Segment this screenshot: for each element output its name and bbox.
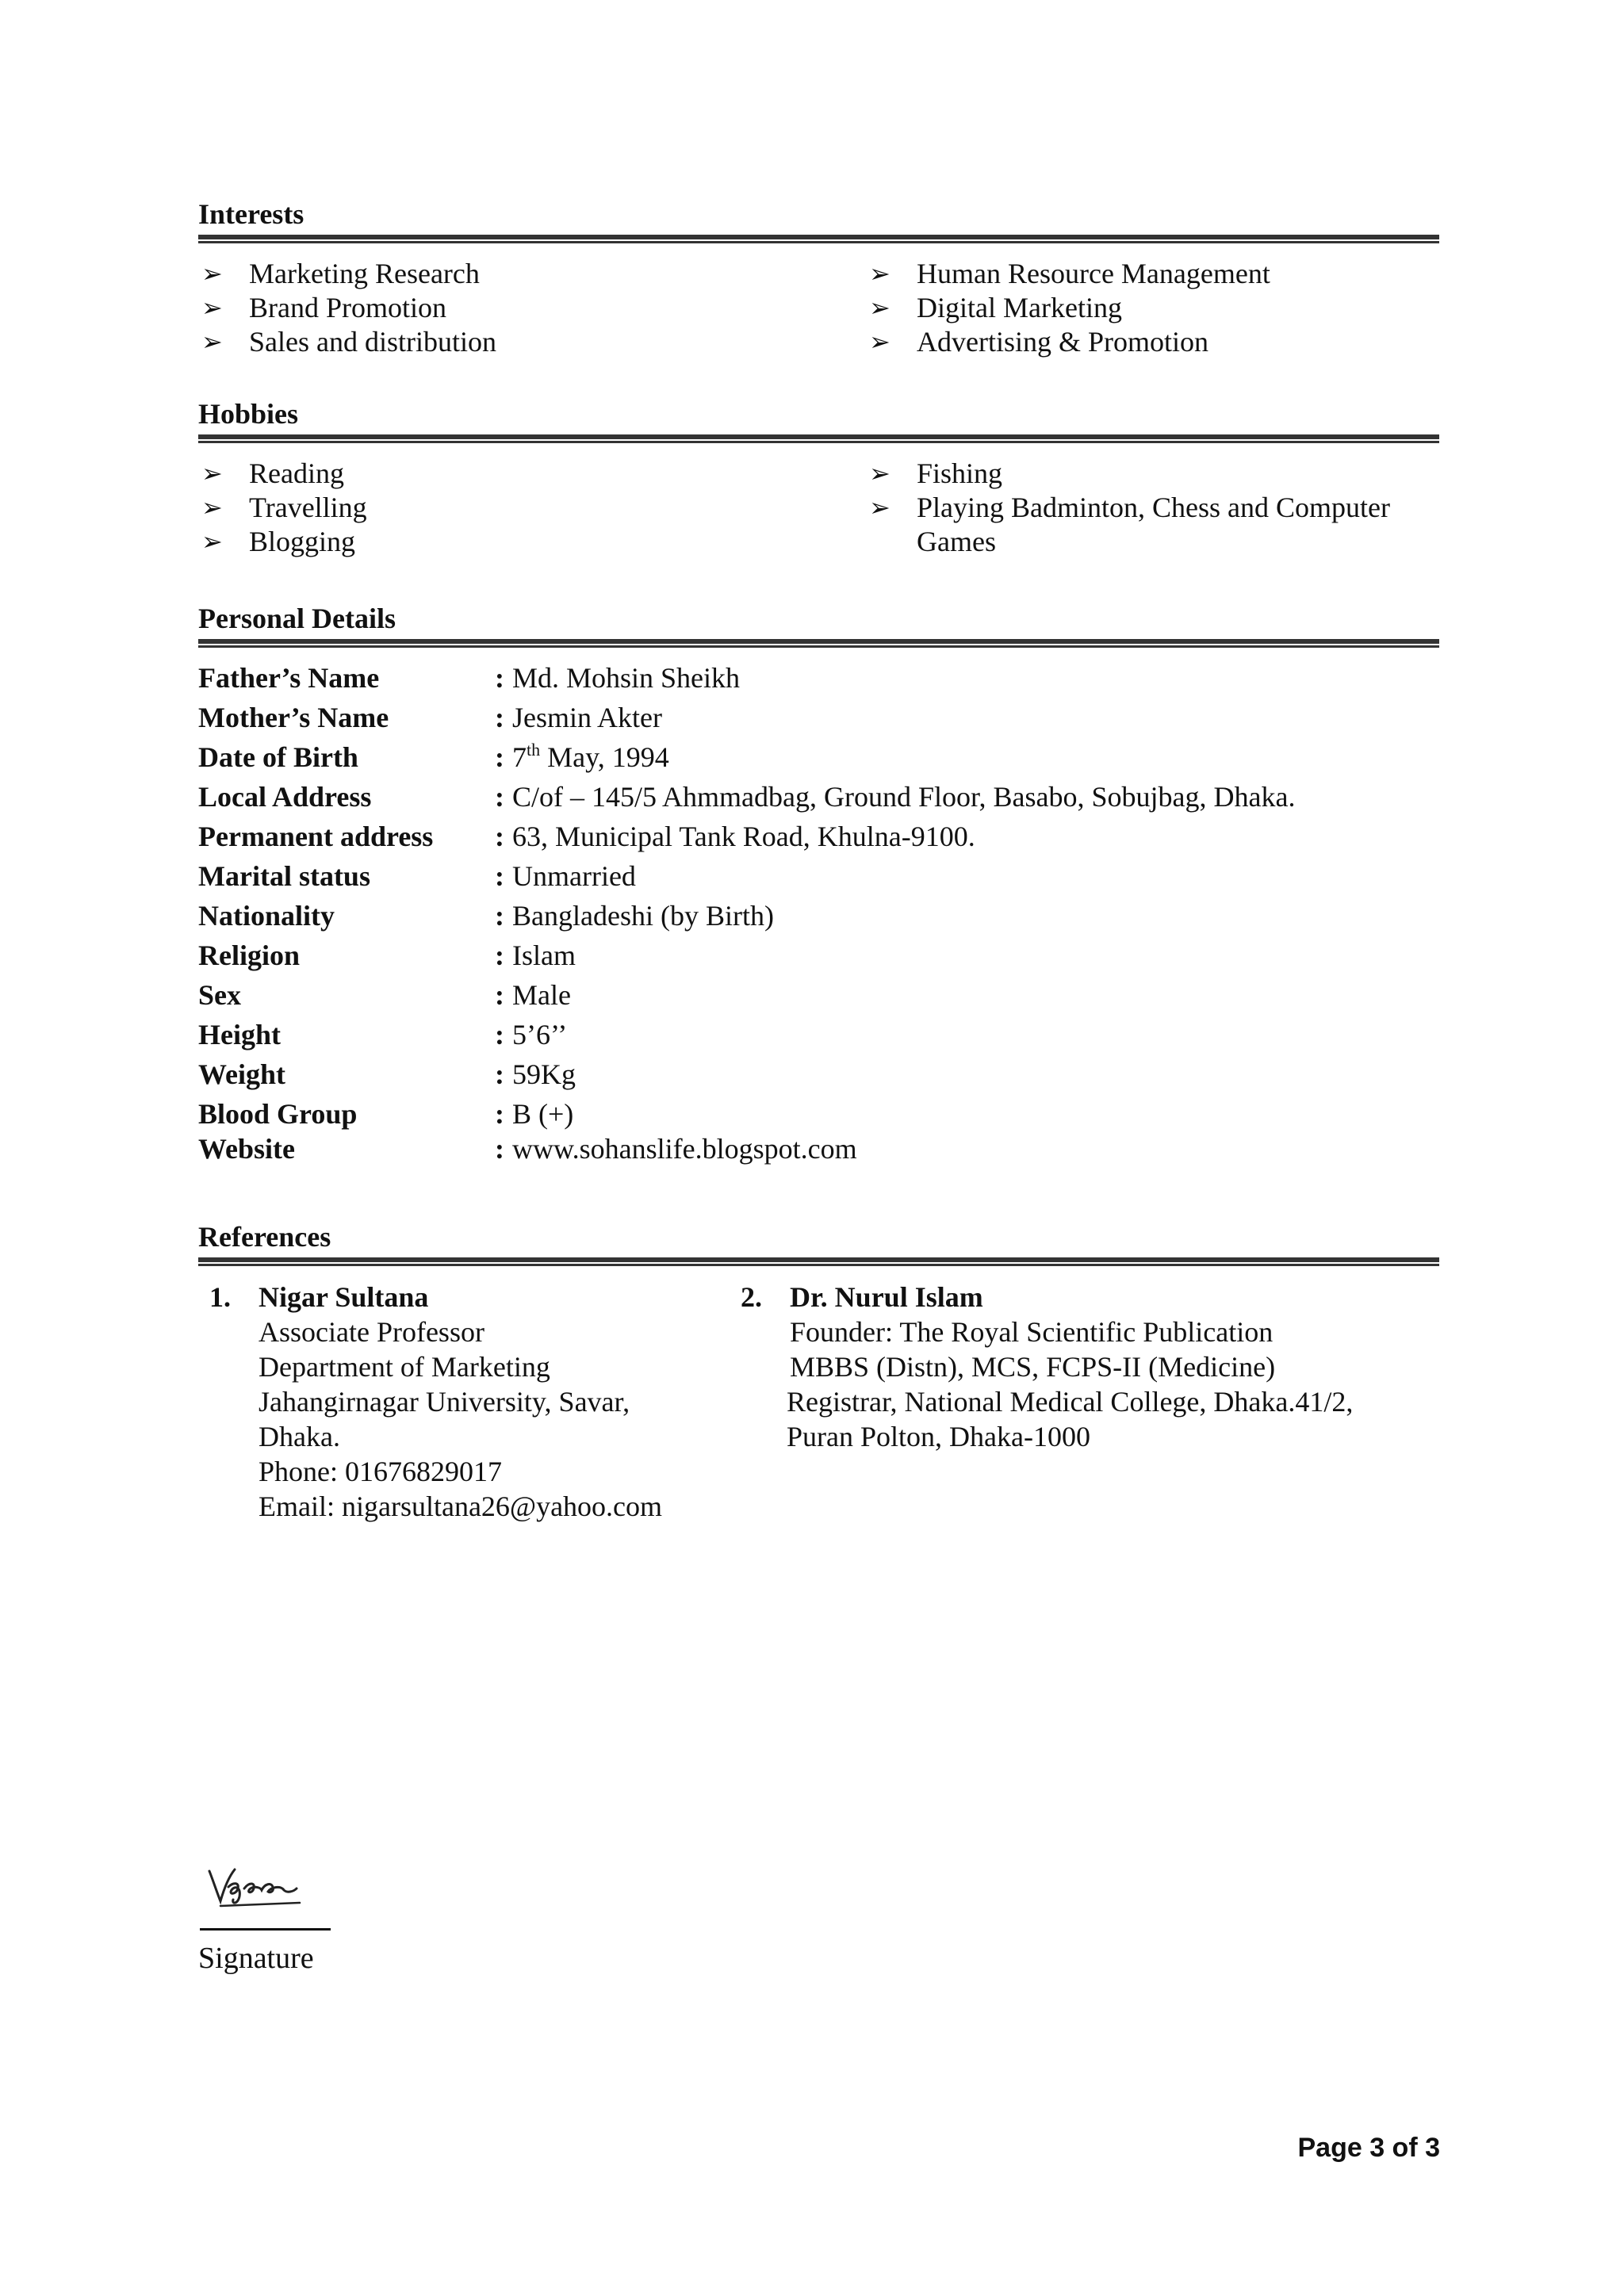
detail-value: 59Kg [512, 1058, 576, 1090]
website-link[interactable]: www.sohanslife.blogspot.com [512, 1133, 857, 1165]
detail-value: 5’6’’ [512, 1019, 568, 1050]
reference-line: Phone: 01676829017 [259, 1456, 503, 1487]
reference-line: Associate Professor [259, 1316, 485, 1348]
detail-row-website: Website : www.sohanslife.blogspot.com [198, 1133, 857, 1165]
arrow-bullet-icon: ➢ [869, 258, 891, 289]
reference-line: Department of Marketing [259, 1351, 550, 1383]
detail-row-marital-status: Marital status : Unmarried [198, 860, 636, 892]
arrow-bullet-icon: ➢ [869, 327, 891, 357]
handwritten-signature [205, 1855, 324, 1919]
signature-label: Signature [198, 1942, 314, 1975]
list-item: ➢ Advertising & Promotion [869, 326, 1208, 358]
detail-row-sex: Sex : Male [198, 979, 571, 1011]
detail-row-height: Height : 5’6’’ [198, 1019, 568, 1050]
arrow-bullet-icon: ➢ [869, 492, 891, 522]
signature-line [200, 1928, 331, 1931]
reference-line: Jahangirnagar University, Savar, [259, 1386, 630, 1418]
detail-value: Islam [512, 939, 576, 971]
arrow-bullet-icon: ➢ [201, 293, 223, 323]
reference-email[interactable]: Email: nigarsultana26@yahoo.com [259, 1490, 663, 1522]
detail-label: Father’s Name [198, 662, 380, 694]
detail-value: Bangladeshi (by Birth) [512, 900, 774, 932]
detail-row-permanent-address: Permanent address : 63, Municipal Tank Road, Khulna-9100. [198, 821, 975, 852]
arrow-bullet-icon: ➢ [201, 327, 223, 357]
reference-line: Registrar, National Medical College, Dhaka.41/2, [787, 1386, 1354, 1418]
detail-row-local-address: Local Address : C/of – 145/5 Ahmmadbag, Ground Floor, Basabo, Sobujbag, Dhaka. [198, 781, 1296, 813]
hobbies-heading: Hobbies [198, 398, 299, 430]
section-divider [198, 430, 1439, 441]
detail-value: Male [512, 979, 571, 1011]
detail-value: Md. Mohsin Sheikh [512, 662, 741, 694]
detail-label: Nationality [198, 900, 335, 932]
section-divider [198, 634, 1439, 645]
detail-value: C/of – 145/5 Ahmmadbag, Ground Floor, Basabo, Sobujbag, Dhaka. [512, 781, 1296, 813]
detail-label: Weight [198, 1058, 286, 1090]
arrow-bullet-icon: ➢ [869, 458, 891, 488]
detail-row-nationality: Nationality : Bangladeshi (by Birth) [198, 900, 774, 932]
list-item: ➢ Brand Promotion [201, 292, 446, 323]
list-item: ➢ Travelling [201, 492, 367, 523]
detail-value: Jesmin Akter [512, 702, 662, 733]
arrow-bullet-icon: ➢ [201, 492, 223, 522]
detail-value: Unmarried [512, 860, 636, 892]
detail-row-mothers-name: Mother’s Name : Jesmin Akter [198, 702, 662, 733]
detail-row-fathers-name: Father’s Name : Md. Mohsin Sheikh [198, 662, 741, 694]
list-item: ➢ Playing Badminton, Chess and Computer Games [869, 492, 1390, 557]
interests-section [198, 198, 1439, 358]
list-item: ➢ Digital Marketing [869, 292, 1122, 323]
detail-row-blood-group: Blood Group : B (+) [198, 1098, 574, 1130]
arrow-bullet-icon: ➢ [869, 293, 891, 323]
reference-line: Dhaka. [259, 1421, 340, 1452]
arrow-bullet-icon: ➢ [201, 526, 223, 557]
reference-line: MBBS (Distn), MCS, FCPS-II (Medicine) [790, 1351, 1276, 1383]
detail-label: Height [198, 1019, 281, 1050]
section-divider [198, 230, 1439, 241]
detail-label: Religion [198, 939, 301, 971]
list-item: ➢ Reading [201, 457, 344, 489]
reference-line: Founder: The Royal Scientific Publication [790, 1316, 1274, 1348]
list-item: ➢ Fishing [869, 457, 1003, 489]
section-divider [198, 1253, 1439, 1264]
detail-label: Mother’s Name [198, 702, 389, 733]
reference-name: Nigar Sultana [259, 1281, 429, 1313]
detail-label: Blood Group [198, 1098, 358, 1130]
detail-value: B (+) [512, 1098, 574, 1130]
personal-details-section [198, 603, 1439, 1165]
detail-label: Date of Birth [198, 741, 358, 773]
reference-name: Dr. Nurul Islam [790, 1281, 983, 1313]
reference-number: 2. [741, 1281, 762, 1313]
detail-value: 63, Municipal Tank Road, Khulna-9100. [512, 821, 975, 852]
interests-heading: Interests [198, 198, 304, 230]
list-item: ➢ Marketing Research [201, 258, 480, 289]
list-item: ➢ Human Resource Management [869, 258, 1270, 289]
detail-label: Marital status [198, 860, 370, 892]
personal-details-heading: Personal Details [198, 603, 396, 634]
reference-line: Puran Polton, Dhaka-1000 [787, 1421, 1090, 1452]
detail-label: Website [198, 1133, 295, 1165]
detail-row-date-of-birth: Date of Birth : 7th May, 1994 [198, 740, 669, 773]
references-section [198, 1221, 1439, 1522]
detail-label: Local Address [198, 781, 372, 813]
hobbies-section [198, 398, 1439, 557]
detail-label: Permanent address [198, 821, 434, 852]
reference-number: 1. [209, 1281, 231, 1313]
arrow-bullet-icon: ➢ [201, 458, 223, 488]
list-item: ➢ Sales and distribution [201, 326, 496, 358]
detail-value: 7th May, 1994 [512, 740, 669, 773]
page-number: Page 3 of 3 [1297, 2133, 1440, 2163]
detail-label: Sex [198, 979, 241, 1011]
references-heading: References [198, 1221, 331, 1253]
list-item: ➢ Blogging [201, 526, 356, 557]
detail-row-weight: Weight : 59Kg [198, 1058, 576, 1090]
detail-row-religion: Religion : Islam [198, 939, 576, 971]
arrow-bullet-icon: ➢ [201, 258, 223, 289]
